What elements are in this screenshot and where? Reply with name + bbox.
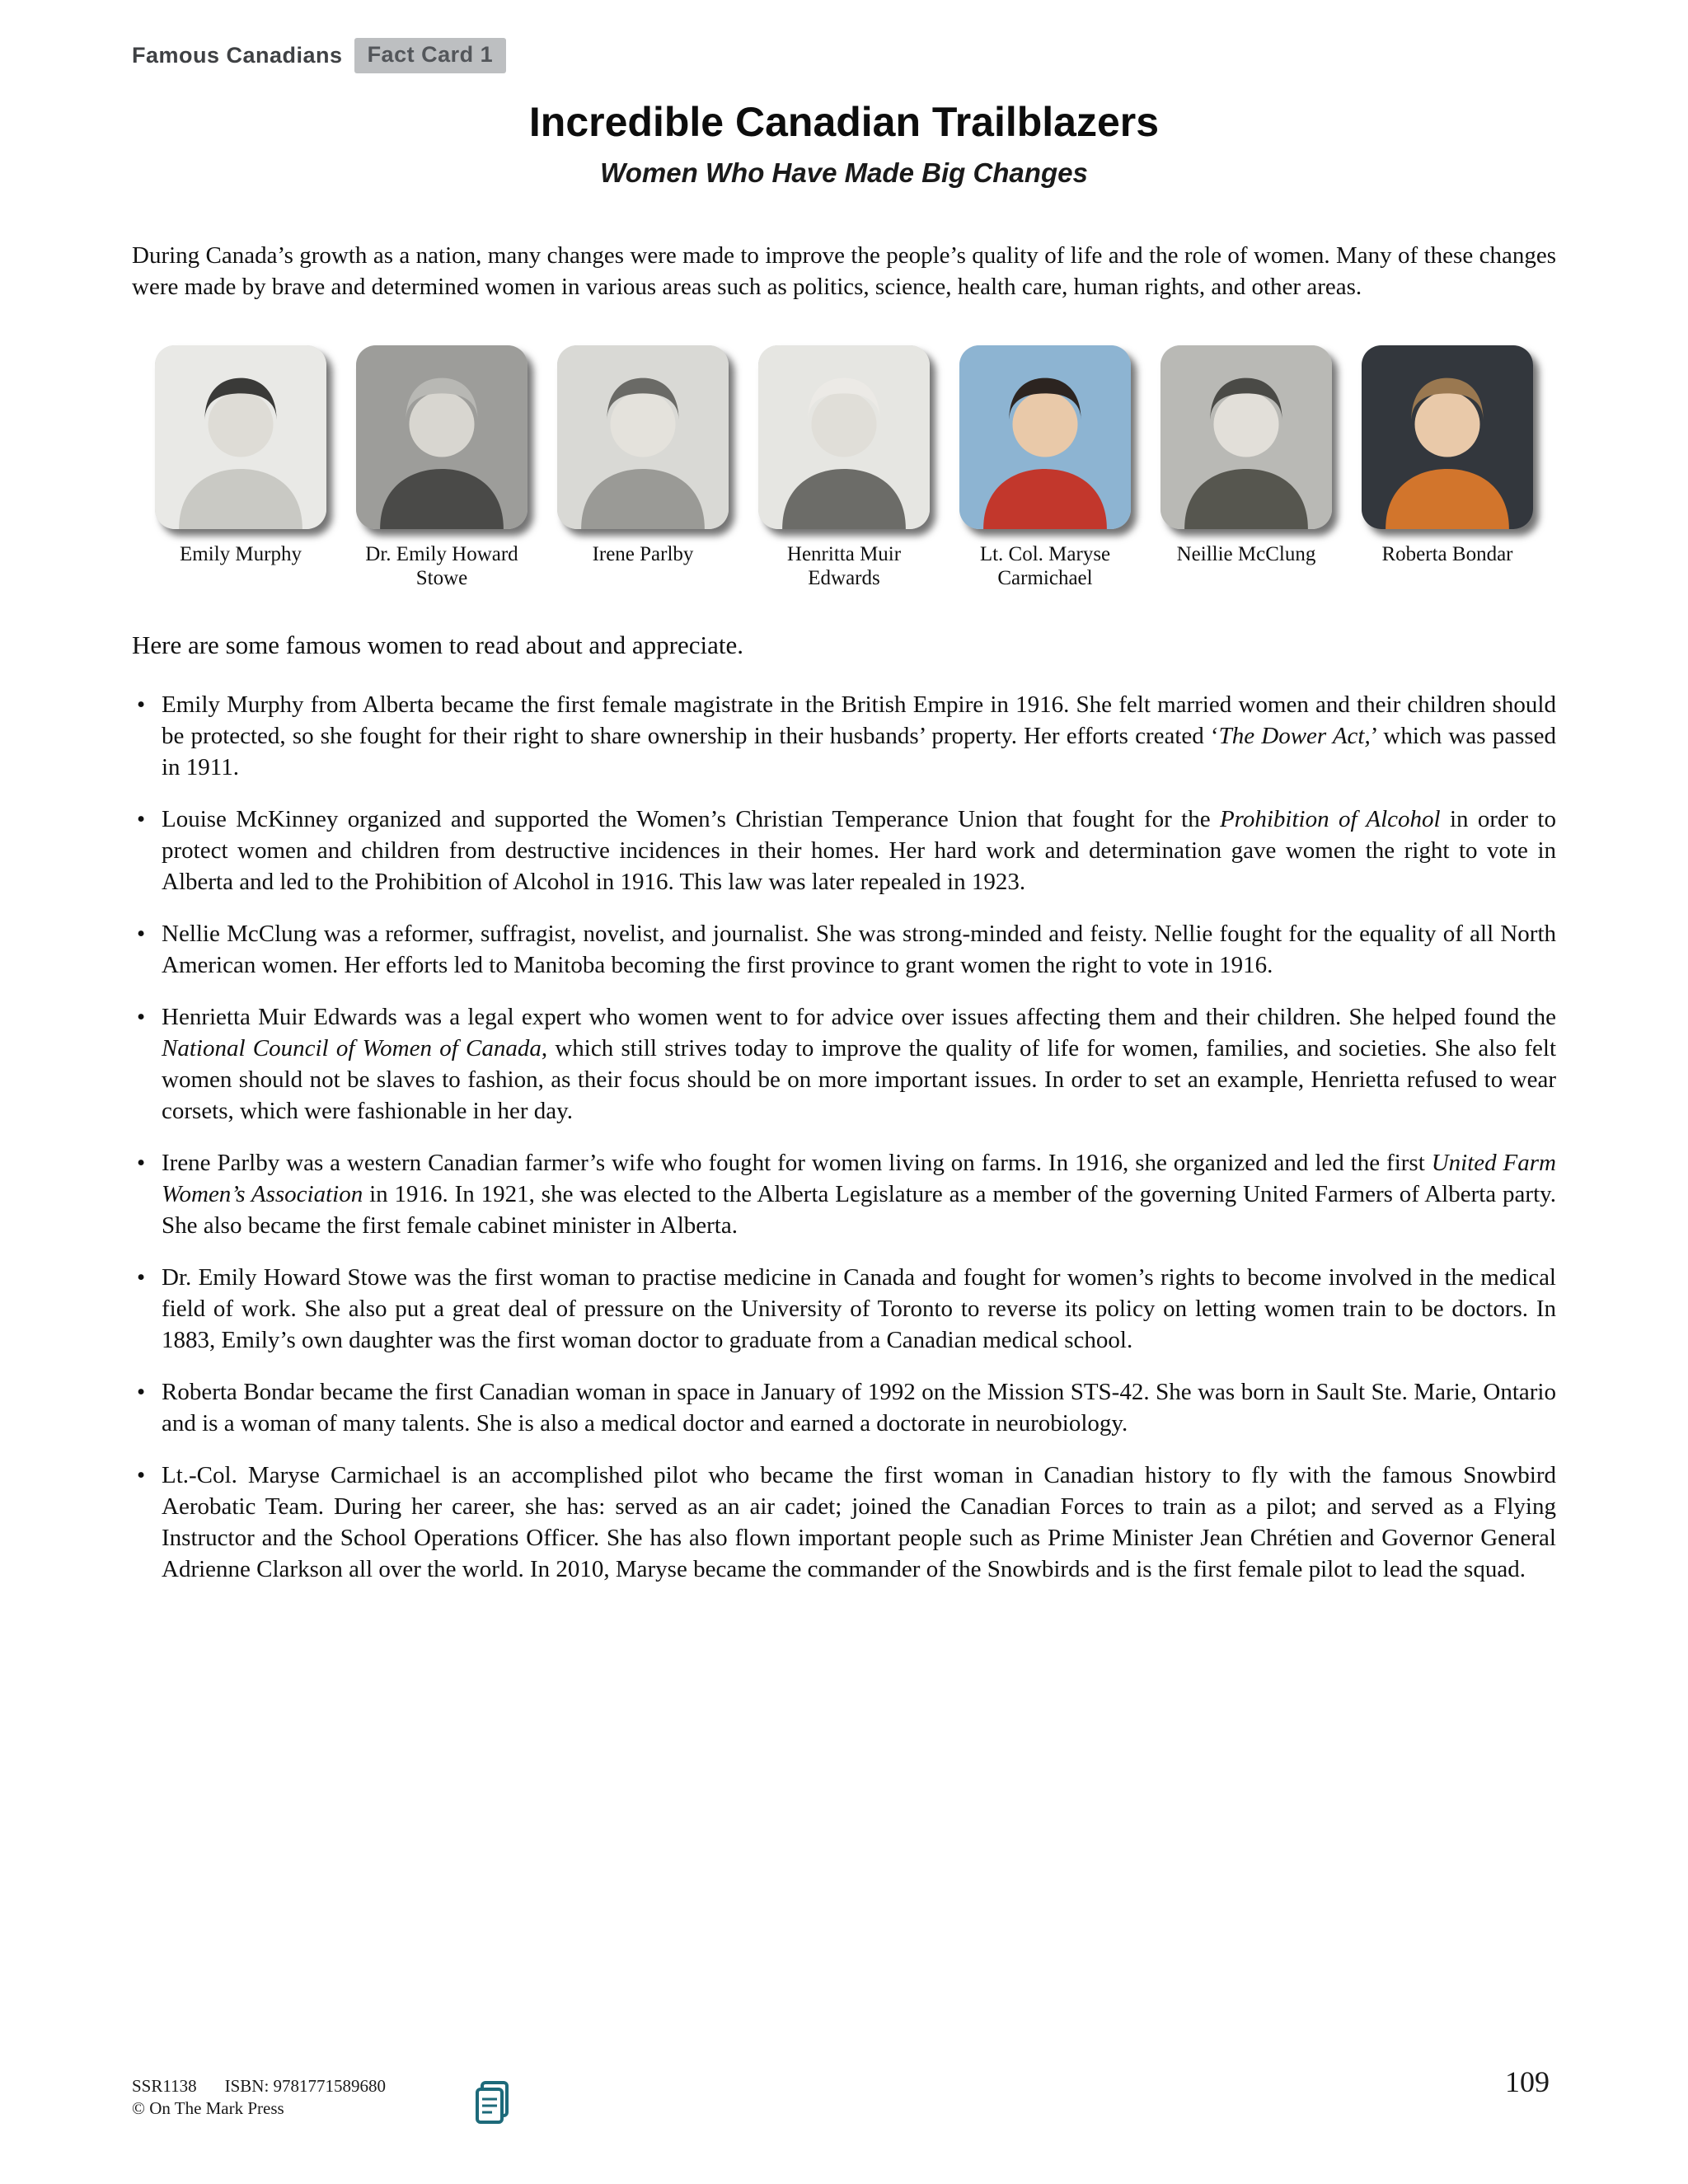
- portrait-figure: [1362, 345, 1533, 590]
- portrait-figure: [959, 345, 1131, 590]
- footer-code: SSR1138: [132, 2076, 197, 2096]
- bullet-roberta-bondar: • Roberta Bondar became the first Canadian woman in space in January of 1992 on the Mission STS-42. She was born in Sault Ste. Marie, Ontario and is a woman of many talents. She is also a medical doctor and earned a doctorate in neurobiology.: [132, 1376, 1556, 1439]
- footer-copyright: © On The Mark Press: [132, 2098, 284, 2118]
- portrait-caption: Emily Murphy: [180, 543, 302, 565]
- portrait-figure: [356, 345, 528, 590]
- portrait-caption: Lt. Col. Maryse Carmichael: [979, 543, 1111, 589]
- bullet-emily-howard-stowe: • Dr. Emily Howard Stowe was the first woman to practise medicine in Canada and fought for women’s rights to become involved in the medical field of work. She also put a great deal of pressure on the University of Toronto to reverse its policy on letting women train to be doctors. In 1883, Emily’s own daughter was the first woman doctor to graduate from a Canadian medical school.: [132, 1262, 1556, 1356]
- worksheet-pages-icon: [474, 2081, 512, 2124]
- portrait-caption: Irene Parlby: [592, 543, 694, 565]
- page-title: Incredible Canadian Trailblazers: [528, 99, 1160, 145]
- portrait-figure: [1160, 345, 1332, 590]
- portrait-caption: Roberta Bondar: [1381, 543, 1513, 565]
- person-silhouette-icon: [557, 345, 729, 529]
- bullet-emily-murphy: • Emily Murphy from Alberta became the first female magistrate in the British Empire in 1916. She felt married women and their children should be protected, so she fought for their right to share ownership in their husbands’ property. Her efforts created ‘The Dower Act,’ which was passed in 1911.: [132, 689, 1556, 783]
- person-silhouette-icon: [155, 345, 326, 529]
- intro-paragraph: During Canada’s growth as a nation, many changes were made to improve the people’s quality of life and the role of women. Many of these changes were made by brave and determined women in various areas such as politics, science, health care, human rights, and other areas.: [132, 242, 1556, 300]
- portrait-caption: Neillie McClung: [1176, 543, 1316, 565]
- page-subtitle: Women Who Have Made Big Changes: [600, 157, 1088, 188]
- person-silhouette-icon: [959, 345, 1131, 529]
- page-header: [132, 38, 1556, 73]
- person-silhouette-icon: [356, 345, 528, 529]
- page-number: 109: [1505, 2065, 1550, 2098]
- portrait-photo: [1160, 345, 1332, 529]
- portrait-photo: [557, 345, 729, 529]
- person-silhouette-icon: [1160, 345, 1332, 529]
- portrait-photo: [155, 345, 326, 529]
- portrait-photo: [959, 345, 1131, 529]
- portrait-photo: [356, 345, 528, 529]
- series-label: Famous Canadians: [132, 43, 343, 68]
- bullet-irene-parlby: • Irene Parlby was a western Canadian farmer’s wife who fought for women living on farms. In 1916, she organized and led the first United Farm Women’s Association in 1916. In 1921, she was elected to the Alberta Legislature as a member of the governing United Farmers of Alberta party. She also became the first female cabinet minister in Alberta.: [132, 1147, 1556, 1241]
- bullet-maryse-carmichael: • Lt.-Col. Maryse Carmichael is an accomplished pilot who became the first woman in Canadian history to fly with the famous Snowbird Aerobatic Team. During her career, she has: served as an air cadet; joined the Canadian Forces to train as a pilot; and served as a Flying Instructor and the School Operations Officer. She has also flown important people such as Prime Minister Jean Chrétien and Governor General Adrienne Clarkson all over the world. In 2010, Maryse became the commander of the Snowbirds and is the first female pilot to lead the squad.: [132, 1460, 1556, 1585]
- portrait-photo: [1362, 345, 1533, 529]
- bullet-louise-mckinney: • Louise McKinney organized and supported the Women’s Christian Temperance Union that fought for the Prohibition of Alcohol in order to protect women and children from destructive incidences in their homes. Her hard work and determination gave women the right to vote in Alberta and led to the Prohibition of Alcohol in 1916. This law was later repealed in 1923.: [132, 804, 1556, 898]
- portrait-caption: Dr. Emily Howard Stowe: [365, 543, 518, 589]
- bullet-nellie-mcclung: • Nellie McClung was a reformer, suffragist, novelist, and journalist. She was strong-minded and feisty. Nellie fought for the equality of all North American women. Her efforts led to Manitoba becoming the first province to grant women the right to vote in 1916.: [132, 918, 1556, 981]
- portrait-figure: [758, 345, 930, 590]
- footer-isbn: ISBN: 9781771589680: [224, 2076, 387, 2096]
- portrait-figure: [557, 345, 729, 590]
- bullet-list: [132, 689, 1556, 1585]
- page-content: [132, 0, 1556, 1605]
- person-silhouette-icon: [1362, 345, 1533, 529]
- lead-paragraph: Here are some famous women to read about and appreciate.: [132, 630, 743, 659]
- footer-info: [132, 2075, 386, 2120]
- portrait-caption: Henritta Muir Edwards: [786, 543, 902, 589]
- bullet-henrietta-muir-edwards: • Henrietta Muir Edwards was a legal expert who women went to for advice over issues affecting them and their children. She helped found the National Council of Women of Canada, which still strives today to improve the quality of life for women, families, and societies. She also felt women should not be slaves to fashion, as their focus should be on more important issues. In order to set an example, Henrietta refused to wear corsets, which were fashionable in her day.: [132, 1001, 1556, 1127]
- portrait-photo: [758, 345, 930, 529]
- fact-card-badge: Fact Card 1: [354, 38, 507, 73]
- person-silhouette-icon: [758, 345, 930, 529]
- portrait-row: [132, 345, 1556, 590]
- portrait-figure: [155, 345, 326, 590]
